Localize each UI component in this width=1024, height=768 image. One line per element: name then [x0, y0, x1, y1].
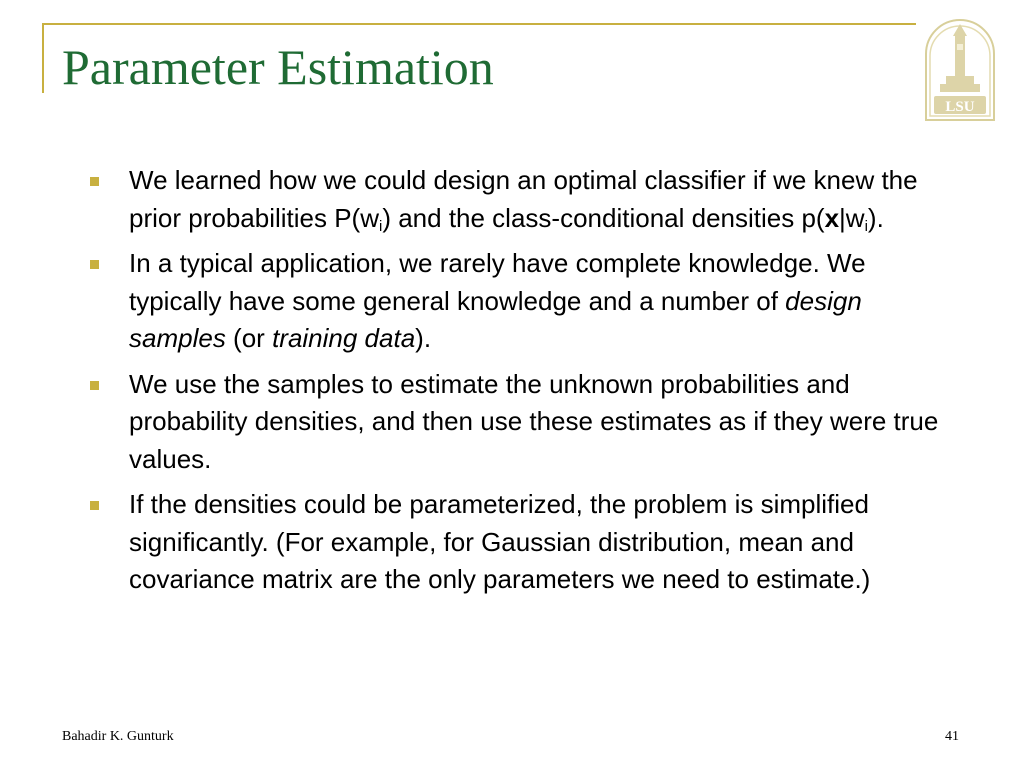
bullet-text: ). [415, 323, 432, 353]
bullet-text: We learned how we could design an optimal classifier if we knew the prior probabilities P(w [129, 165, 918, 233]
italic-term: training data [272, 323, 416, 353]
subscript: i [864, 217, 868, 235]
page-number: 41 [945, 729, 959, 744]
bullet-item-1 [90, 162, 960, 237]
square-bullet-icon [90, 381, 99, 390]
bullet-item-4 [90, 486, 960, 599]
bullet-text: ) and the class-conditional densities p( [382, 202, 825, 233]
subscript: i [378, 217, 383, 235]
bold-vector-x: x [824, 202, 840, 233]
bullet-text: We use the samples to estimate the unknown probabilities and probability densities, and then use these estimates as if they were true values. [129, 368, 939, 474]
footer-author: Bahadir K. Gunturk [62, 729, 174, 744]
logo-text: LSU [945, 99, 975, 115]
lsu-logo [922, 18, 998, 122]
bullet-text: |w [839, 202, 865, 233]
slide-title: Parameter Estimation [62, 39, 494, 95]
title-frame-left-line [42, 23, 44, 93]
italic-term: design samples [129, 285, 862, 353]
square-bullet-icon [90, 177, 99, 186]
bullet-item-3 [90, 366, 960, 479]
square-bullet-icon [90, 260, 99, 269]
bullet-item-2 [90, 245, 960, 358]
title-frame-top-line [42, 23, 916, 25]
bullet-text: If the densities could be parameterized, the problem is simplified significantly. (For example, for Gaussian distribution, mean and covariance matrix are the only parameters we need to estimate.) [129, 489, 871, 594]
square-bullet-icon [90, 501, 99, 510]
bullet-text: ). [867, 202, 884, 233]
bullet-list [90, 162, 960, 607]
bullet-text: In a typical application, we rarely have complete knowledge. We typically have some general knowledge and a number of [129, 248, 866, 316]
bullet-text: (or [225, 323, 273, 353]
